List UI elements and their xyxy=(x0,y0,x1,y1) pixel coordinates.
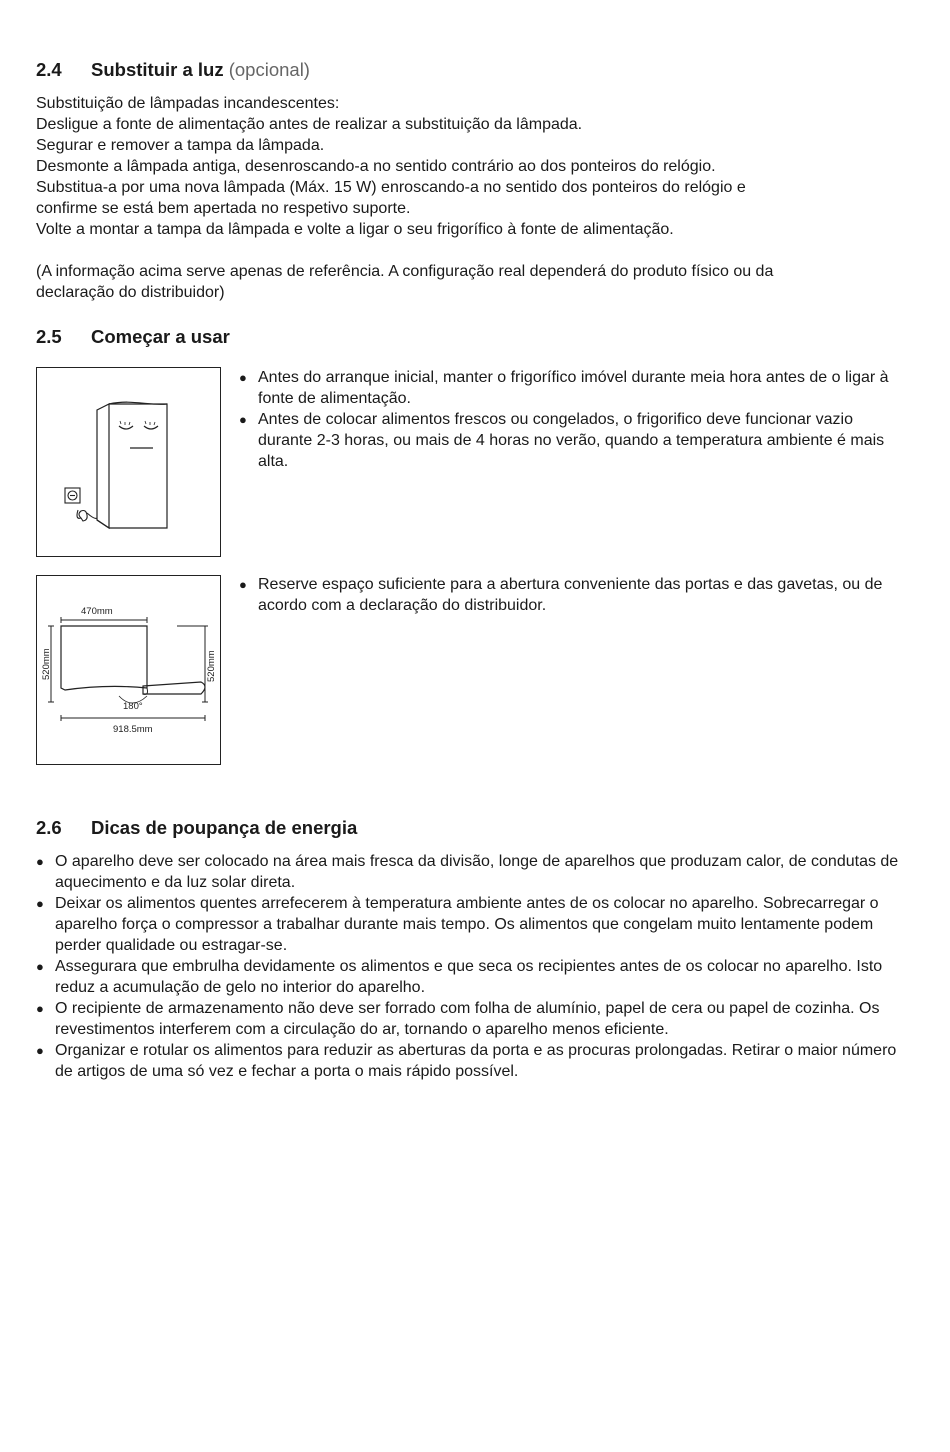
height-right-label: 520mm xyxy=(206,650,217,682)
section-number: 2.5 xyxy=(36,326,62,347)
text-line: Substituição de lâmpadas incandescentes: xyxy=(36,95,340,112)
section-number: 2.6 xyxy=(36,817,62,838)
reference-note xyxy=(36,261,906,303)
text-line: Desmonte a lâmpada antiga, desenroscando-a no sentido contrário ao dos ponteiros do relógio. xyxy=(36,158,716,175)
text-line: (A informação acima serve apenas de referência. A configuração real dependerá do produto físico ou da xyxy=(36,263,774,280)
section-title: Dicas de poupança de energia xyxy=(91,817,358,838)
section-2-6-heading xyxy=(36,817,357,839)
fridge-plug-illustration xyxy=(36,367,221,557)
list-item: ● Antes do arranque inicial, manter o frigorífico imóvel durante meia hora antes de o ligar à fonte de alimentação. xyxy=(239,367,899,409)
clearance-bullets xyxy=(239,574,889,616)
energy-tips-list xyxy=(36,851,906,1082)
angle-label: 180° xyxy=(123,701,143,712)
fridge-icon xyxy=(97,402,167,528)
optional-tag: (opcional) xyxy=(228,59,310,80)
section-2-4-heading xyxy=(36,59,310,81)
text-line: Segurar e remover a tampa da lâmpada. xyxy=(36,137,325,154)
total-label: 918.5mm xyxy=(113,724,153,735)
list-item: ● Antes de colocar alimentos frescos ou congelados, o frigorifico deve funcionar vazio durante 2-3 horas, ou mais de 4 horas no verão, quando a temperatura ambiente é mais alta. xyxy=(239,409,899,472)
text-line: Desligue a fonte de alimentação antes de realizar a substituição da lâmpada. xyxy=(36,116,583,133)
list-item: ● Deixar os alimentos quentes arrefecerem à temperatura ambiente antes de os colocar no aparelho. Sobrecarregar o aparelho força o compressor a trabalhar durante mais tempo. Os alimentos que congelam muito lentamente podem perder qualidade ou estragar-se. xyxy=(36,893,906,956)
door-clearance-diagram xyxy=(36,575,221,765)
start-bullets xyxy=(239,367,899,472)
list-item: ● O recipiente de armazenamento não deve ser forrado com folha de alumínio, papel de cera ou papel de cozinha. Os revestimentos interferem com a circulação do ar, tornando o aparelho menos eficiente. xyxy=(36,998,906,1040)
list-item: ● O aparelho deve ser colocado na área mais fresca da divisão, longe de aparelhos que produzam calor, de condutas de aquecimento e da luz solar direta. xyxy=(36,851,906,893)
lamp-replacement-text xyxy=(36,93,906,240)
section-number: 2.4 xyxy=(36,59,62,80)
text-line: confirme se está bem apertada no respetivo suporte. xyxy=(36,200,411,217)
power-socket-icon xyxy=(65,488,97,521)
section-title: Começar a usar xyxy=(91,326,230,347)
list-item: ● Reserve espaço suficiente para a abertura conveniente das portas e das gavetas, ou de acordo com a declaração do distribuidor. xyxy=(239,574,889,616)
fridge-outline xyxy=(61,626,147,690)
height-left-label: 520mm xyxy=(41,648,52,680)
section-title: Substituir a luz xyxy=(91,59,224,80)
door-outline xyxy=(143,682,205,694)
list-item: ● Organizar e rotular os alimentos para reduzir as aberturas da porta e as procuras prolongadas. Retirar o maior número de artigos de uma só vez e fechar a porta o mais rápido possível. xyxy=(36,1040,906,1082)
text-line: Substitua-a por uma nova lâmpada (Máx. 15 W) enroscando-a no sentido dos ponteiros do relógio e xyxy=(36,179,746,196)
width-label: 470mm xyxy=(81,606,113,617)
text-line: Volte a montar a tampa da lâmpada e volte a ligar o seu frigorífico à fonte de alimentação. xyxy=(36,221,674,238)
text-line: declaração do distribuidor) xyxy=(36,284,225,301)
section-2-5-heading xyxy=(36,326,230,348)
list-item: ● Assegurara que embrulha devidamente os alimentos e que seca os recipientes antes de os colocar no aparelho. Isto reduz a acumulação de gelo no interior do aparelho. xyxy=(36,956,906,998)
